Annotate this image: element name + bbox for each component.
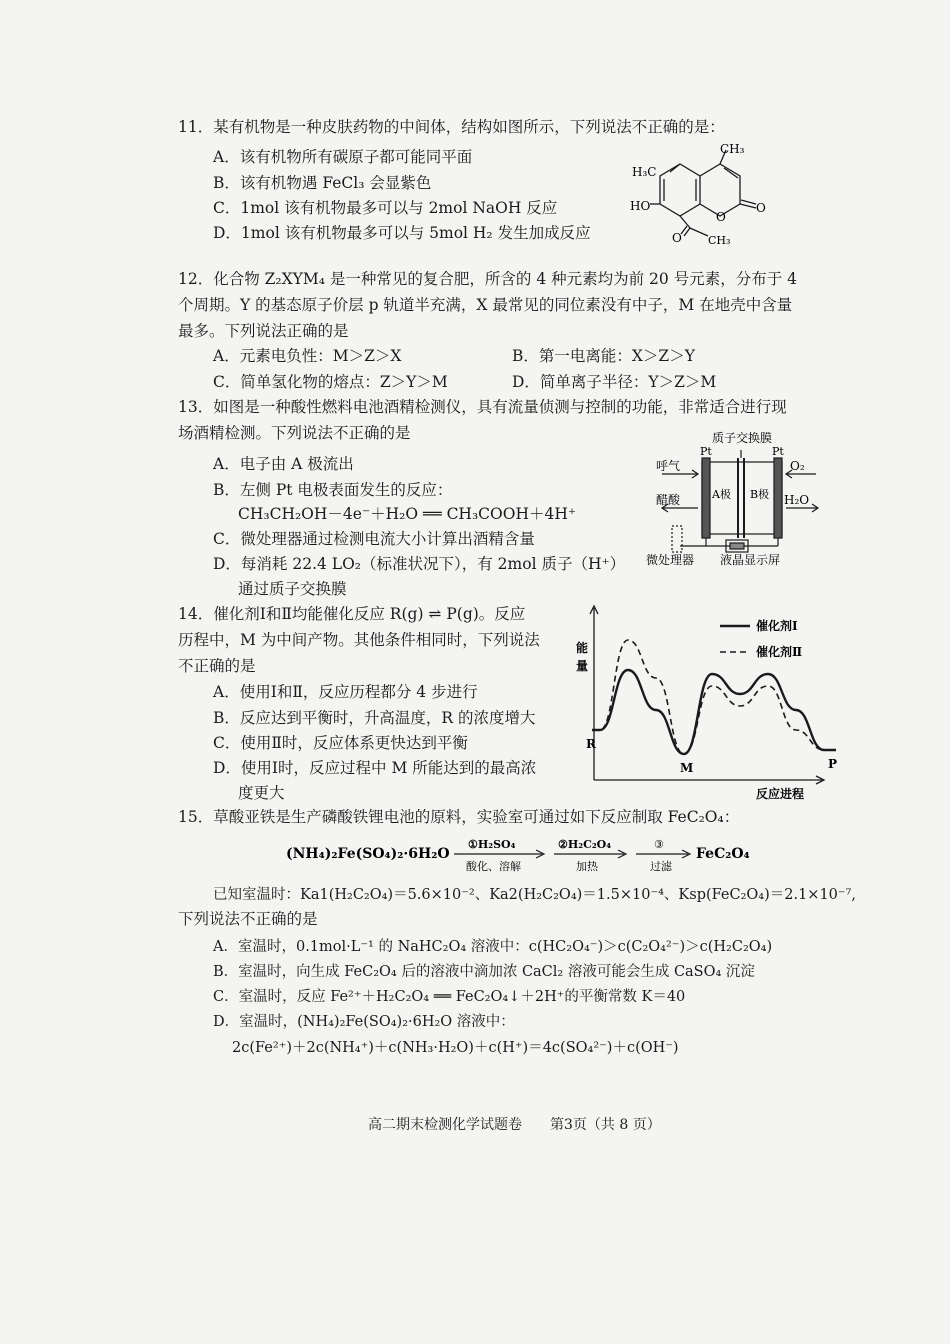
q13-fuel-cell-diagram	[640, 428, 825, 568]
series-line-1	[592, 670, 836, 754]
flow-end: FeC₂O₄	[696, 846, 750, 862]
lcd-label: 液晶显示屏	[720, 553, 781, 567]
q13-option-a: A．电子由 A 极流出	[213, 455, 354, 473]
step1-reagent: ①H₂SO₄	[468, 838, 516, 851]
h3c-label: H₃C	[632, 165, 657, 179]
carbonyl-oxygen-label: O	[756, 201, 766, 215]
breath-label: 呼气	[656, 459, 681, 473]
point-label-R: R	[586, 737, 596, 751]
q12-option-c: C．简单氢化物的熔点：Z＞Y＞M	[213, 373, 448, 391]
q11-stem: 11．某有机物是一种皮肤药物的中间体，结构如图所示，下列说法不正确的是：	[178, 118, 725, 136]
step3-condition: 过滤	[650, 860, 672, 873]
microprocessor-label: 微处理器	[646, 553, 695, 567]
q13-option-b: B．左侧 Pt 电极表面发生的反应：	[213, 481, 453, 499]
q14-stem-line1: 14．催化剂Ⅰ和Ⅱ均能催化反应 R(g) ⇌ P(g)。反应	[178, 605, 526, 623]
step3-number: ③	[654, 838, 664, 851]
q11-option-a: A．该有机物所有碳原子都可能同平面	[213, 148, 473, 166]
point-label-M: M	[680, 761, 694, 775]
q14-option-d-cont: 度更大	[238, 784, 285, 802]
q12-option-b: B．第一电离能：X＞Z＞Y	[512, 347, 695, 365]
pt-left-label: Pt	[700, 445, 712, 458]
water-label: H₂O	[784, 493, 810, 507]
q13-stem-line2: 场酒精检测。下列说法不正确的是	[178, 424, 411, 442]
acetic-acid-label: 醋酸	[656, 493, 681, 507]
q11-option-c: C．1mol 该有机物最多可以与 2mol NaOH 反应	[213, 199, 558, 217]
ch3-label: CH₃	[720, 142, 745, 156]
q13-option-b-equation: CH₃CH₂OH－4e⁻＋H₂O ══ CH₃COOH＋4H⁺	[238, 505, 577, 523]
ch3-bottom-label: CH₃	[708, 234, 731, 247]
q13-stem-line1: 13．如图是一种酸性燃料电池酒精检测仪，具有流量侦测与控制的功能，非常适合进行现	[178, 398, 787, 416]
q14-option-c: C．使用Ⅱ时，反应体系更快达到平衡	[213, 734, 468, 752]
q15-option-b: B．室温时，向生成 FeC₂O₄ 后的溶液中滴加浓 CaCl₂ 溶液可能会生成 CaSO₄ 沉淀	[213, 964, 755, 980]
point-label-P: P	[828, 757, 838, 771]
q14-stem-line2: 历程中，M 为中间产物。其他条件相同时，下列说法	[178, 631, 540, 649]
q11-option-b: B．该有机物遇 FeCl₃ 会显紫色	[213, 174, 432, 192]
ho-label: HO	[630, 199, 651, 213]
step2-reagent: ②H₂C₂O₄	[558, 838, 612, 851]
o2-label: O₂	[790, 459, 805, 473]
q12-stem-line2: 个周期。Y 的基态原子价层 p 轨道半充满，X 最常见的同位素没有中子，M 在地壳中含量	[178, 296, 793, 314]
q13-option-c: C．微处理器通过检测电流大小计算出酒精含量	[213, 530, 535, 548]
legend-label-1: 催化剂Ⅰ	[756, 619, 798, 633]
legend-label-2: 催化剂Ⅱ	[756, 645, 803, 659]
q15-option-d-equation: 2c(Fe²⁺)＋2c(NH₄⁺)＋c(NH₃·H₂O)＋c(H⁺)＝4c(SO₄²⁻)＋c(OH⁻)	[232, 1040, 679, 1056]
q14-stem-line3: 不正确的是	[178, 657, 256, 675]
q14-option-a: A．使用Ⅰ和Ⅱ，反应历程都分 4 步进行	[213, 683, 478, 701]
step1-condition: 酸化、溶解	[466, 860, 521, 873]
q14-option-b: B．反应达到平衡时，升高温度，R 的浓度增大	[213, 709, 536, 727]
q12-option-d: D．简单离子半径：Y＞Z＞M	[512, 373, 717, 391]
q14-option-d: D．使用Ⅰ时，反应过程中 M 所能达到的最高浓	[213, 759, 537, 777]
pt-right-label: Pt	[772, 445, 784, 458]
q12-option-a: A．元素电负性：M＞Z＞X	[213, 347, 402, 365]
page-footer: 高二期末检测化学试题卷 第3页（共 8 页）	[368, 1117, 661, 1133]
q15-flow-diagram	[286, 832, 766, 874]
q12-stem-line1: 12．化合物 Z₂XYM₄ 是一种常见的复合肥，所含的 4 种元素均为前 20 号元素，分布于 4	[178, 270, 797, 288]
ring-oxygen-label: O	[716, 210, 726, 224]
b-pole-label: B极	[750, 488, 770, 501]
q15-ask: 下列说法不正确的是	[178, 910, 318, 928]
y-axis-label-char1: 能	[576, 641, 589, 655]
q15-option-c: C．室温时，反应 Fe²⁺＋H₂C₂O₄ ══ FeC₂O₄↓＋2H⁺的平衡常数 K＝40	[213, 989, 686, 1005]
q11-structure-diagram	[628, 136, 778, 248]
q15-option-a: A．室温时，0.1mol·L⁻¹ 的 NaHC₂O₄ 溶液中：c(HC₂O₄⁻)＞c(C₂O₄²⁻)＞c(H₂C₂O₄)	[213, 939, 773, 955]
x-axis-label: 反应进程	[756, 787, 805, 801]
q12-stem-line3: 最多。下列说法正确的是	[178, 322, 349, 340]
step2-condition: 加热	[576, 860, 598, 873]
q11-option-d: D．1mol 该有机物最多可以与 5mol H₂ 发生加成反应	[213, 224, 591, 242]
q15-known-constants: 已知室温时：Ka1(H₂C₂O₄)＝5.6×10⁻²、Ka2(H₂C₂O₄)＝1.5×10⁻⁴、Ksp(FeC₂O₄)＝2.1×10⁻⁷,	[213, 887, 856, 903]
a-pole-label: A极	[712, 488, 731, 501]
energy-profile-chart	[570, 600, 838, 805]
acetyl-oxygen-label: O	[672, 231, 682, 245]
q15-stem: 15．草酸亚铁是生产磷酸铁锂电池的原料，实验室可通过如下反应制取 FeC₂O₄：	[178, 808, 740, 826]
flow-start: (NH₄)₂Fe(SO₄)₂·6H₂O	[286, 846, 450, 862]
q13-option-d: D．每消耗 22.4 LO₂（标准状况下），有 2mol 质子（H⁺）	[213, 555, 626, 573]
q13-option-d-cont: 通过质子交换膜	[238, 580, 347, 598]
membrane-label: 质子交换膜	[712, 431, 773, 445]
q15-option-d: D．室温时，(NH₄)₂Fe(SO₄)₂·6H₂O 溶液中：	[213, 1014, 515, 1030]
y-axis-label-char2: 量	[576, 659, 589, 673]
